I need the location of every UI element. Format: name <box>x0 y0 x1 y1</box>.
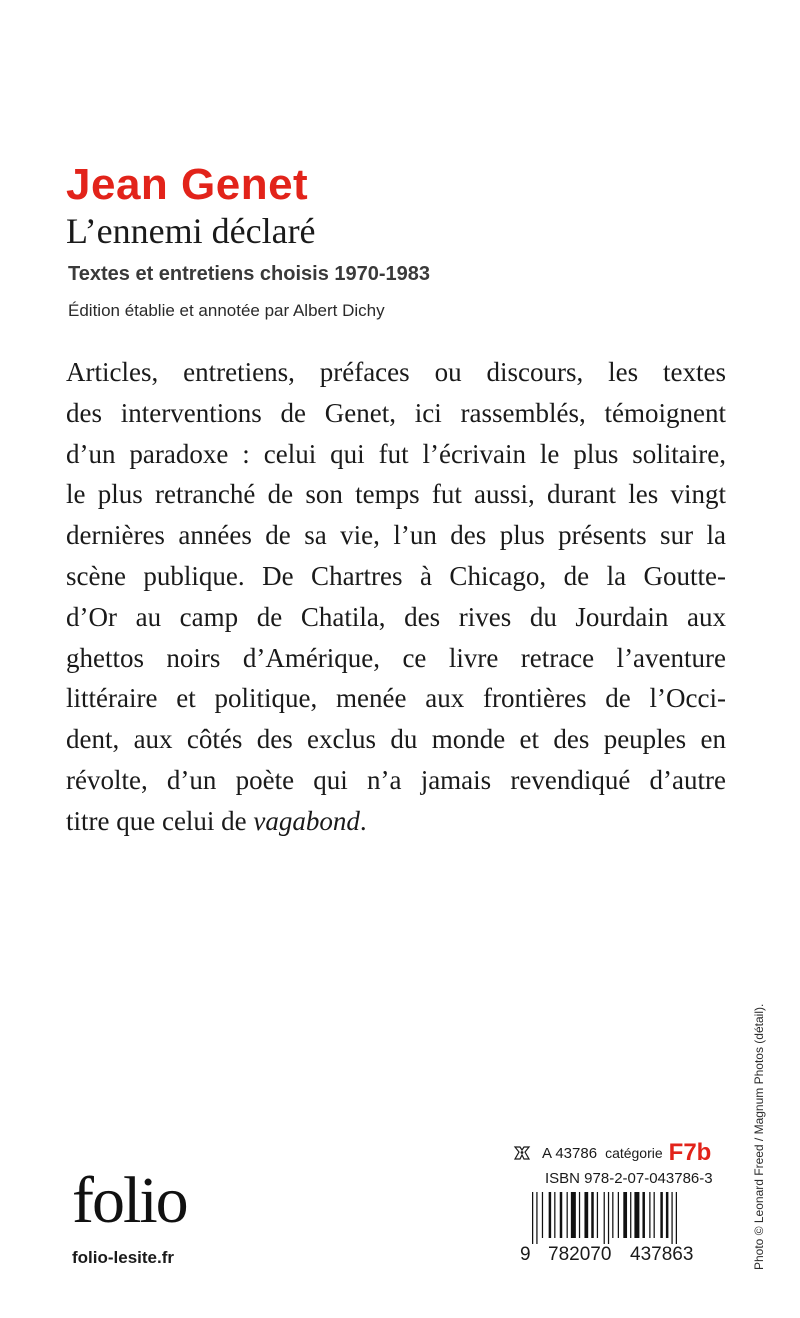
isbn: ISBN 978-2-07-043786-3 <box>545 1170 713 1187</box>
price-category-row <box>512 1140 711 1166</box>
barcode-bar <box>649 1192 650 1238</box>
barcode-bar <box>671 1192 672 1244</box>
author-name: Jean Genet <box>66 160 309 209</box>
barcode-bar <box>642 1192 645 1238</box>
barcode-bar <box>554 1192 555 1238</box>
category-label: catégorie <box>605 1145 663 1161</box>
book-subtitle: Textes et entretiens choisis 1970-1983 <box>68 263 431 285</box>
category-value: F7b <box>668 1139 712 1166</box>
blurb-line: le plus retranché de son temps fut aussi, durant les vingt <box>66 479 726 510</box>
edition-note: Édition établie et annotée par Albert Dichy <box>68 301 385 320</box>
blurb-line: révolte, d’un poète qui n’a jamais revendiqué d’autre <box>66 764 726 795</box>
blurb-last-line-text: titre que celui de <box>66 805 254 836</box>
blurb-line: Articles, entretiens, préfaces ou discours, les textes <box>66 357 726 387</box>
barcode-bar <box>549 1192 552 1238</box>
barcode-digit-group: 782070 <box>548 1244 612 1265</box>
barcode-bar <box>591 1192 594 1238</box>
blurb-line: dent, aux côtés des exclus du monde et des peuples en <box>66 724 726 755</box>
barcode-bar <box>623 1192 627 1238</box>
barcode-bar <box>604 1192 605 1244</box>
blurb-line: scène publique. De Chartres à Chicago, de la Goutte- <box>66 560 726 591</box>
barcode-bar <box>560 1192 563 1238</box>
barcode-digit-group: 9 <box>520 1244 531 1265</box>
blurb-last-line <box>66 801 726 842</box>
photo-credit: Photo © Leonard Freed / Magnum Photos (détail). <box>752 1003 766 1270</box>
barcode-bar <box>676 1192 677 1244</box>
barcode-bar <box>618 1192 619 1238</box>
barcode-bar <box>567 1192 568 1238</box>
barcode-bar <box>608 1192 609 1244</box>
barcode-bar <box>532 1192 533 1244</box>
gallimard-seal-icon <box>512 1143 532 1163</box>
blurb-line: ghettos noirs d’Amérique, ce livre retrace l’aventure <box>66 642 726 673</box>
back-cover-blurb <box>66 352 726 842</box>
barcode-digit-group: 437863 <box>630 1244 694 1265</box>
barcode-digits <box>520 1244 710 1270</box>
barcode-bar <box>597 1192 598 1238</box>
barcode-bar <box>634 1192 639 1238</box>
barcode-bar <box>666 1192 669 1238</box>
barcode-bar <box>584 1192 588 1238</box>
book-title: L’ennemi déclaré <box>66 211 316 251</box>
blurb-line: d’Or au camp de Chatila, des rives du Jourdain aux <box>66 601 726 632</box>
barcode-bars <box>520 1192 710 1244</box>
blurb-line: littéraire et politique, menée aux frontières de l’Occi- <box>66 683 726 714</box>
barcode-bar <box>630 1192 631 1238</box>
blurb-line: d’un paradoxe : celui qui fut l’écrivain le plus solitaire, <box>66 438 726 469</box>
product-code: A 43786 <box>542 1144 598 1162</box>
barcode-bar <box>660 1192 663 1238</box>
barcode-bar <box>571 1192 576 1238</box>
blurb-line: des interventions de Genet, ici rassemblés, témoignent <box>66 397 726 428</box>
blurb-last-line-end: . <box>359 805 367 836</box>
barcode-bar <box>542 1192 543 1238</box>
publisher-website: folio-lesite.fr <box>72 1248 175 1267</box>
barcode-bar <box>536 1192 537 1244</box>
blurb-italic-word: vagabond <box>253 805 360 836</box>
barcode-bar <box>579 1192 580 1238</box>
blurb-line: dernières années de sa vie, l’un des plus présents sur la <box>66 520 726 551</box>
barcode-bar <box>612 1192 613 1238</box>
barcode-bar <box>654 1192 655 1238</box>
folio-logo: folio <box>72 1164 187 1237</box>
